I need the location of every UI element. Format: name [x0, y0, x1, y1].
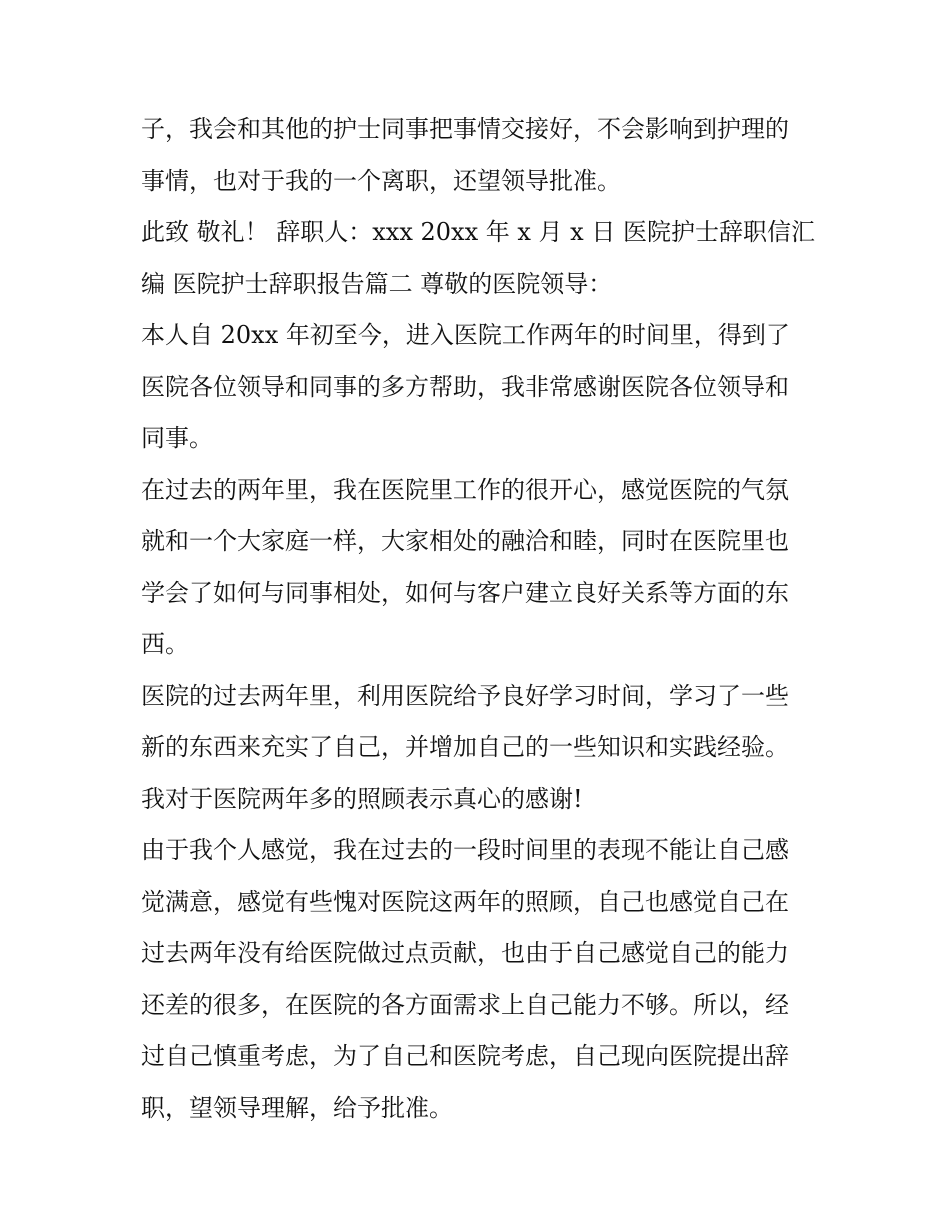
text-line: 医院的过去两年里，利用医院给予良好学习时间，学习了一些 — [141, 681, 789, 710]
text-line: 新的东西来充实了自己，并增加自己的一些知识和实践经验。 — [141, 733, 789, 761]
text-line: 子，我会和其他的护士同事把事情交接好，不会影响到护理的 — [141, 115, 789, 143]
text-line: 觉满意，感觉有些愧对医院这两年的照顾，自己也感觉自己在 — [141, 887, 789, 916]
text-line: 同事。 — [141, 424, 213, 452]
letter-body — [141, 104, 821, 1134]
text-line: 职，望领导理解，给予批准。 — [141, 1093, 453, 1122]
text-line: 此致 敬礼！ 辞职人：xxx 20xx 年 x 月 x 日 医院护士辞职信汇 — [141, 218, 815, 246]
text-line: 西。 — [141, 630, 189, 658]
text-line: 就和一个大家庭一样，大家相处的融洽和睦，同时在医院里也 — [141, 527, 789, 555]
text-line: 由于我个人感觉，我在过去的一段时间里的表现不能让自己感 — [141, 836, 789, 864]
text-line: 事情，也对于我的一个离职，还望领导批准。 — [141, 166, 621, 195]
text-line: 过去两年没有给医院做过点贡献，也由于自己感觉自己的能力 — [141, 939, 789, 967]
text-line: 过自己慎重考虑，为了自己和医院考虑，自己现向医院提出辞 — [141, 1042, 789, 1070]
text-line: 医院各位领导和同事的多方帮助，我非常感谢医院各位领导和 — [141, 372, 789, 401]
text-line: 还差的很多，在医院的各方面需求上自己能力不够。所以，经 — [141, 990, 789, 1019]
text-line: 本人自 20xx 年初至今，进入医院工作两年的时间里，得到了 — [141, 321, 790, 349]
text-line: 学会了如何与同事相处，如何与客户建立良好关系等方面的东 — [141, 578, 789, 607]
text-line: 在过去的两年里，我在医院里工作的很开心，感觉医院的气氛 — [141, 475, 789, 504]
text-line: 编 医院护士辞职报告篇二 尊敬的医院领导： — [141, 269, 613, 298]
text-line: 我对于医院两年多的照顾表示真心的感谢! — [141, 784, 583, 813]
